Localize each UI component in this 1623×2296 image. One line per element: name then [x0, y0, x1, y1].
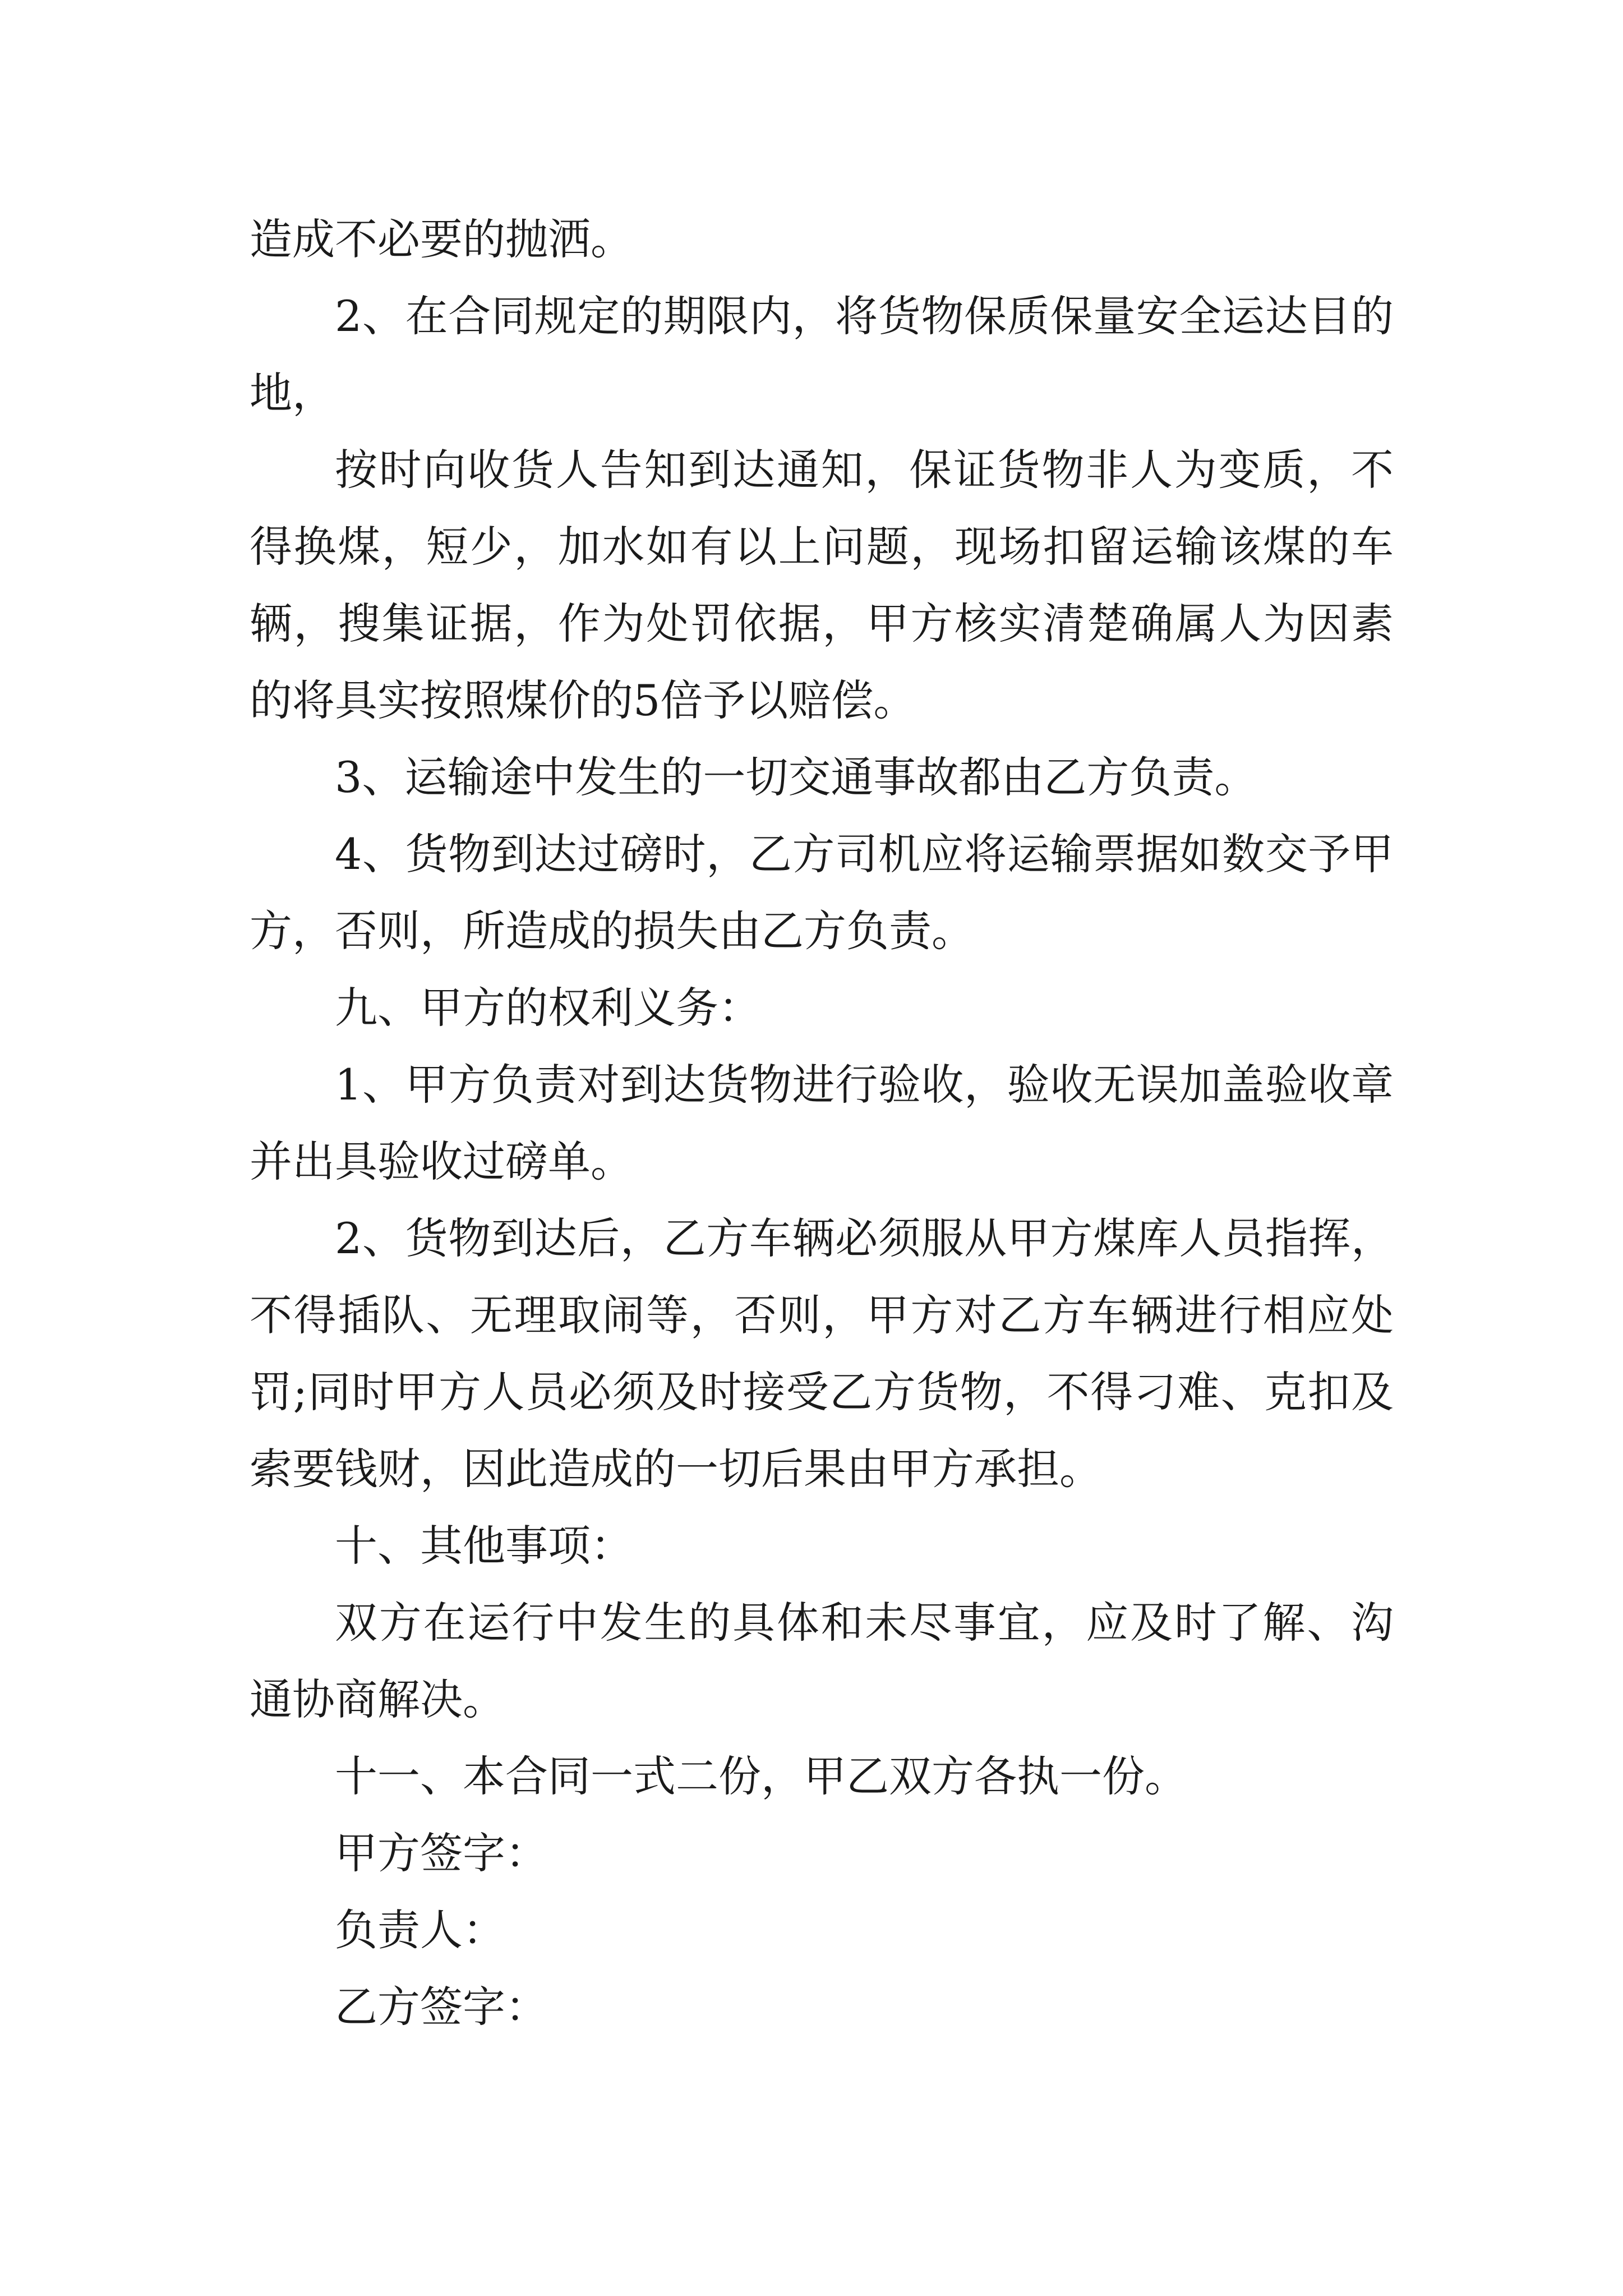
paragraph: 2、在合同规定的期限内，将货物保质保量安全运达目的地，	[250, 291, 1394, 418]
paragraph: 1、甲方负责对到达货物进行验收，验收无误加盖验收章并出具验收过磅单。	[250, 1060, 1394, 1186]
paragraph: 十一、本合同一式二份，甲乙双方各执一份。	[335, 1751, 1187, 1801]
paragraph: 造成不必要的抛洒。	[250, 214, 633, 264]
section-heading: 十、其他事项：	[335, 1521, 633, 1571]
paragraph: 4、货物到达过磅时，乙方司机应将运输票据如数交予甲方，否则，所造成的损失由乙方负责。	[250, 829, 1394, 956]
signature-line-party-b: 乙方签字：	[335, 1982, 548, 2032]
signature-line-party-a: 甲方签字：	[335, 1828, 548, 1878]
signature-line-responsible-person: 负责人：	[335, 1905, 505, 1955]
paragraph: 3、运输途中发生的一切交通事故都由乙方负责。	[335, 752, 1257, 802]
paragraph: 2、货物到达后，乙方车辆必须服从甲方煤库人员指挥，不得插队、无理取闹等，否则，甲方对乙方车辆进行相应处罚;同时甲方人员必须及时接受乙方货物，不得刁难、克扣及索要钱财，因此造成的一切后果由甲方承担。	[250, 1213, 1394, 1494]
document-page	[250, 201, 1394, 2045]
section-heading: 九、甲方的权利义务：	[335, 983, 761, 1033]
paragraph: 双方在运行中发生的具体和未尽事宜，应及时了解、沟通协商解决。	[250, 1598, 1394, 1724]
paragraph: 按时向收货人告知到达通知，保证货物非人为变质，不得换煤，短少，加水如有以上问题，现场扣留运输该煤的车辆，搜集证据，作为处罚依据，甲方核实清楚确属人为因素的将具实按照煤价的5倍予以赔偿。	[250, 445, 1394, 725]
